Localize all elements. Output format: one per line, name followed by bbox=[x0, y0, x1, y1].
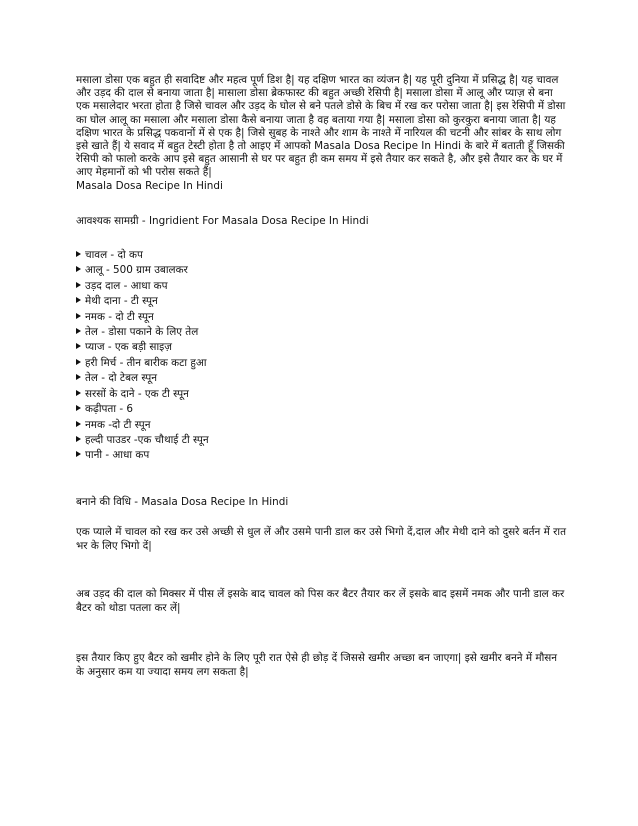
bullet-icon bbox=[76, 451, 81, 457]
bullet-icon bbox=[76, 421, 81, 427]
ingredient-text: प्याज - एक बड़ी साइज़ bbox=[85, 341, 172, 354]
bullet-icon bbox=[76, 343, 81, 349]
list-item bbox=[76, 294, 568, 309]
list-item bbox=[76, 433, 568, 448]
list-item bbox=[76, 418, 568, 433]
intro-caption: Masala Dosa Recipe In Hindi bbox=[76, 179, 223, 192]
bullet-icon bbox=[76, 313, 81, 319]
list-item bbox=[76, 448, 568, 463]
bullet-icon bbox=[76, 297, 81, 303]
list-item bbox=[76, 387, 568, 402]
ingredient-text: तेल - डोसा पकाने के लिए तेल bbox=[85, 326, 199, 339]
ingredient-text: उड़द दाल - आधा कप bbox=[85, 279, 168, 292]
bullet-icon bbox=[76, 436, 81, 442]
method-heading: बनाने की विधि - Masala Dosa Recipe In Hindi bbox=[76, 495, 289, 508]
ingredient-text: हरी मिर्च - तीन बारीक कटा हुआ bbox=[85, 356, 207, 369]
list-item bbox=[76, 263, 568, 278]
list-item bbox=[76, 279, 568, 294]
ingredient-text: पानी - आधा कप bbox=[85, 449, 150, 462]
step-spacer bbox=[76, 615, 568, 651]
list-item bbox=[76, 356, 568, 371]
method-step-1: एक प्याले में चावल को रख कर उसे अच्छी से धुल लें और उसमे पानी डाल कर उसे भिगो दें,दाल और मेथी दाने को दुसरे बर्तन में रात भर के लिए भिगो दें| bbox=[76, 525, 567, 552]
method-step-3: इस तैयार किए हुए बैटर को खमीर होने के लिए पूरी रात ऐसे ही छोड़ दें जिससे खमीर अच्छा बन जाएगा| इसे खमीर बनने में मौसन के अनुसार कम या ज्यादा समय लग सकता है| bbox=[76, 651, 558, 678]
method-step-2: अब उड़द की दाल को मिक्सर में पीस लें इसके बाद चावल को पिस कर बैटर तैयार कर लें इसके बाद इसमें नमक और पानी डाल कर बैटर को थोडा पतला कर लें| bbox=[76, 587, 565, 614]
document-page bbox=[76, 74, 568, 679]
list-item bbox=[76, 325, 568, 340]
bullet-icon bbox=[76, 251, 81, 257]
bullet-icon bbox=[76, 390, 81, 396]
bullet-icon bbox=[76, 405, 81, 411]
list-item bbox=[76, 402, 568, 417]
list-item bbox=[76, 310, 568, 325]
list-item bbox=[76, 371, 568, 386]
bullet-icon bbox=[76, 374, 81, 380]
ingredient-text: हल्दी पाउडर -एक चौथाई टी स्पून bbox=[85, 433, 209, 446]
ingredient-text: कढ़ीपता - 6 bbox=[85, 403, 134, 416]
ingredient-text: चावल - दो कप bbox=[85, 249, 143, 262]
bullet-icon bbox=[76, 266, 81, 272]
list-item bbox=[76, 248, 568, 263]
list-item bbox=[76, 340, 568, 355]
ingredient-text: नमक -दो टी स्पून bbox=[85, 418, 151, 431]
ingredients-list bbox=[76, 248, 568, 464]
intro-paragraph: मसाला डोसा एक बहुत ही सवादिष्ट और महत्व पूर्ण डिश है| यह दक्षिण भारत का व्यंजन है| यह पूरी दुनिया में प्रसिद्ध है| यह चावल और उड़द की दाल से बनाया जाता है| मासाला डोसा ब्रेकफास्ट की बहुत अच्छी रेसिपी है| मसाला डोसा में आलू और प्याज़ से बना एक मसालेदार भरता होता है जिसे चावल और उड़द के घोल से बने पतले डोसे के बिच में रख कर परोसा जाता है| इस रेसिपी में डोसा का घोल आलू का मसाला और मसाला डोसा कैसे बनाया जाता है वह बताया गया है| मसाला डोसा को कुरकुरा बनाया जाता है| यह दक्षिण भारत के प्रसिद्ध पकवानों में से एक है| जिसे सुबह के नाश्ते और शाम के नाश्ते में नारियल की चटनी और सांबर के साथ लोग इसे खाते हैं| ये सवाद में बहुत टेस्टी होता है तो आइए में आपको Masala Dosa Recipe In Hindi के बारे में बताती हूँ जिसकी रेसिपी को फालो करके आप इसे बहुत आसानी से घर पर बहुत ही कम समय में इसे तैयार कर सकते है, और इसे तैयार कर के घर में आए मेहमानों को भी परोस सकते हैं| bbox=[76, 74, 566, 179]
ingredient-text: तेल - दो टेबल स्पून bbox=[85, 372, 158, 385]
ingredients-heading: आवश्यक सामग्री - Ingridient For Masala Dosa Recipe In Hindi bbox=[76, 214, 369, 227]
bullet-icon bbox=[76, 359, 81, 365]
bullet-icon bbox=[76, 282, 81, 288]
ingredient-text: सरसों के दाने - एक टी स्पून bbox=[85, 387, 189, 400]
bullet-icon bbox=[76, 328, 81, 334]
ingredient-text: नमक - दो टी स्पून bbox=[85, 310, 154, 323]
ingredient-text: आलू - 500 ग्राम उबालकर bbox=[85, 264, 188, 277]
step-spacer bbox=[76, 553, 568, 587]
ingredient-text: मेथी दाना - टी स्पून bbox=[85, 295, 158, 308]
